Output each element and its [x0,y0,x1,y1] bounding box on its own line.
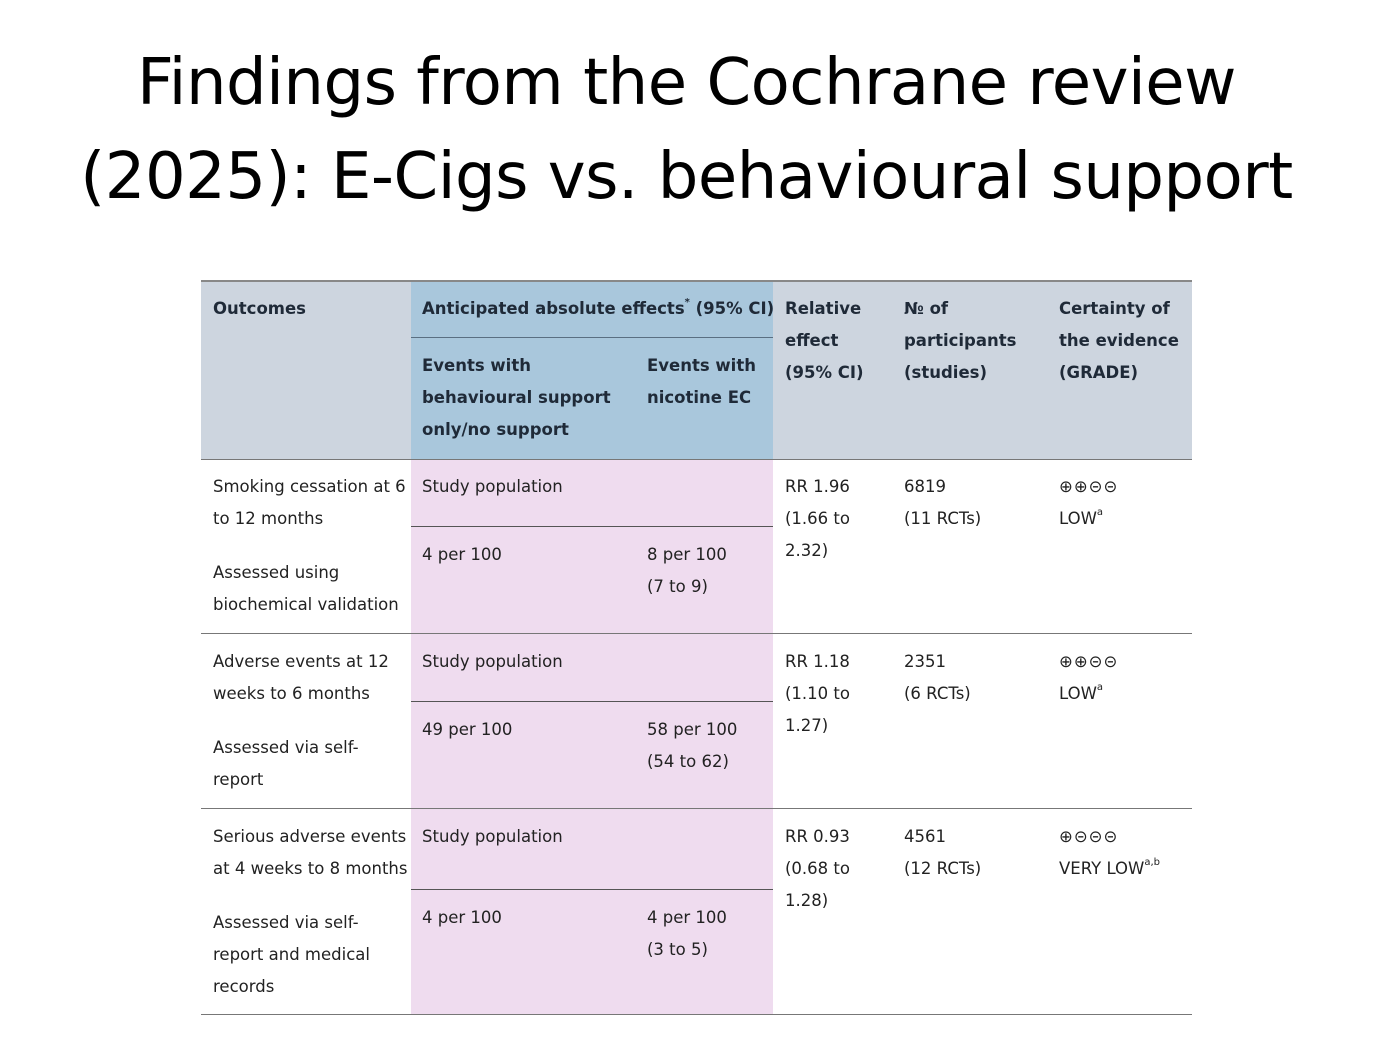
row-relative-effect: RR 0.93 (0.68 to 1.28) [785,827,850,910]
row-events-behavioural: 4 per 100 [422,545,502,564]
slide-title [0,36,1373,224]
row-participants: 2351 (6 RCTs) [904,652,971,703]
summary-of-findings-table [201,280,1192,1040]
row-events-behavioural: 4 per 100 [422,908,502,927]
slide-title-line-1: Findings from the Cochrane review [137,46,1236,120]
row-outcome: Serious adverse events at 4 weeks to 8 months [213,827,408,878]
row-outcome: Smoking cessation at 6 to 12 months [213,477,406,528]
row-assessment: Assessed via self- report and medical records [213,913,370,996]
row-assessment: Assessed using biochemical validation [213,563,399,614]
grade-symbols-icon: ⊕⊕⊝⊝ [1059,477,1119,496]
row-sub-rule [411,701,773,702]
grade-symbols-icon: ⊕⊝⊝⊝ [1059,827,1119,846]
row-events-nicotine: 4 per 100 (3 to 5) [647,908,727,959]
grade-symbols-icon: ⊕⊕⊝⊝ [1059,652,1119,671]
header-sub-rule [411,337,773,338]
row-events-behavioural: 49 per 100 [422,720,513,739]
header-anticipated: Anticipated absolute effects* (95% CI) [422,296,775,318]
header-relative-effect: Relative effect (95% CI) [785,299,864,382]
row-divider [201,633,1192,634]
row-relative-effect: RR 1.96 (1.66 to 2.32) [785,477,850,560]
row-participants: 6819 (11 RCTs) [904,477,982,528]
row-outcome: Adverse events at 12 weeks to 6 months [213,652,389,703]
row-certainty: ⊕⊝⊝⊝ VERY LOW$^{a,b}$ [1059,821,1160,885]
row-events-nicotine: 58 per 100 (54 to 62) [647,720,738,771]
header-participants: № of participants (studies) [904,299,1017,382]
header-events-nicotine: Events with nicotine EC [647,356,756,407]
row-relative-effect: RR 1.18 (1.10 to 1.27) [785,652,850,735]
row-sub-rule [411,526,773,527]
table-bottom-rule [201,1014,1192,1015]
row-events-nicotine: 8 per 100 (7 to 9) [647,545,727,596]
row-study-population: Study population [422,652,563,671]
header-events-behavioural: Events with behavioural support only/no support [422,356,611,439]
header-outcomes: Outcomes [213,299,306,318]
header-certainty: Certainty of the evidence (GRADE) [1059,299,1179,382]
row-participants: 4561 (12 RCTs) [904,827,982,878]
row-study-population: Study population [422,827,563,846]
row-certainty: ⊕⊕⊝⊝ LOW$^a$ [1059,646,1118,710]
slide-title-line-2: (2025): E-Cigs vs. behavioural support [80,140,1293,214]
row-certainty: ⊕⊕⊝⊝ LOW$^a$ [1059,471,1118,535]
row-study-population: Study population [422,477,563,496]
row-sub-rule [411,889,773,890]
row-divider [201,808,1192,809]
row-assessment: Assessed via self- report [213,738,359,789]
